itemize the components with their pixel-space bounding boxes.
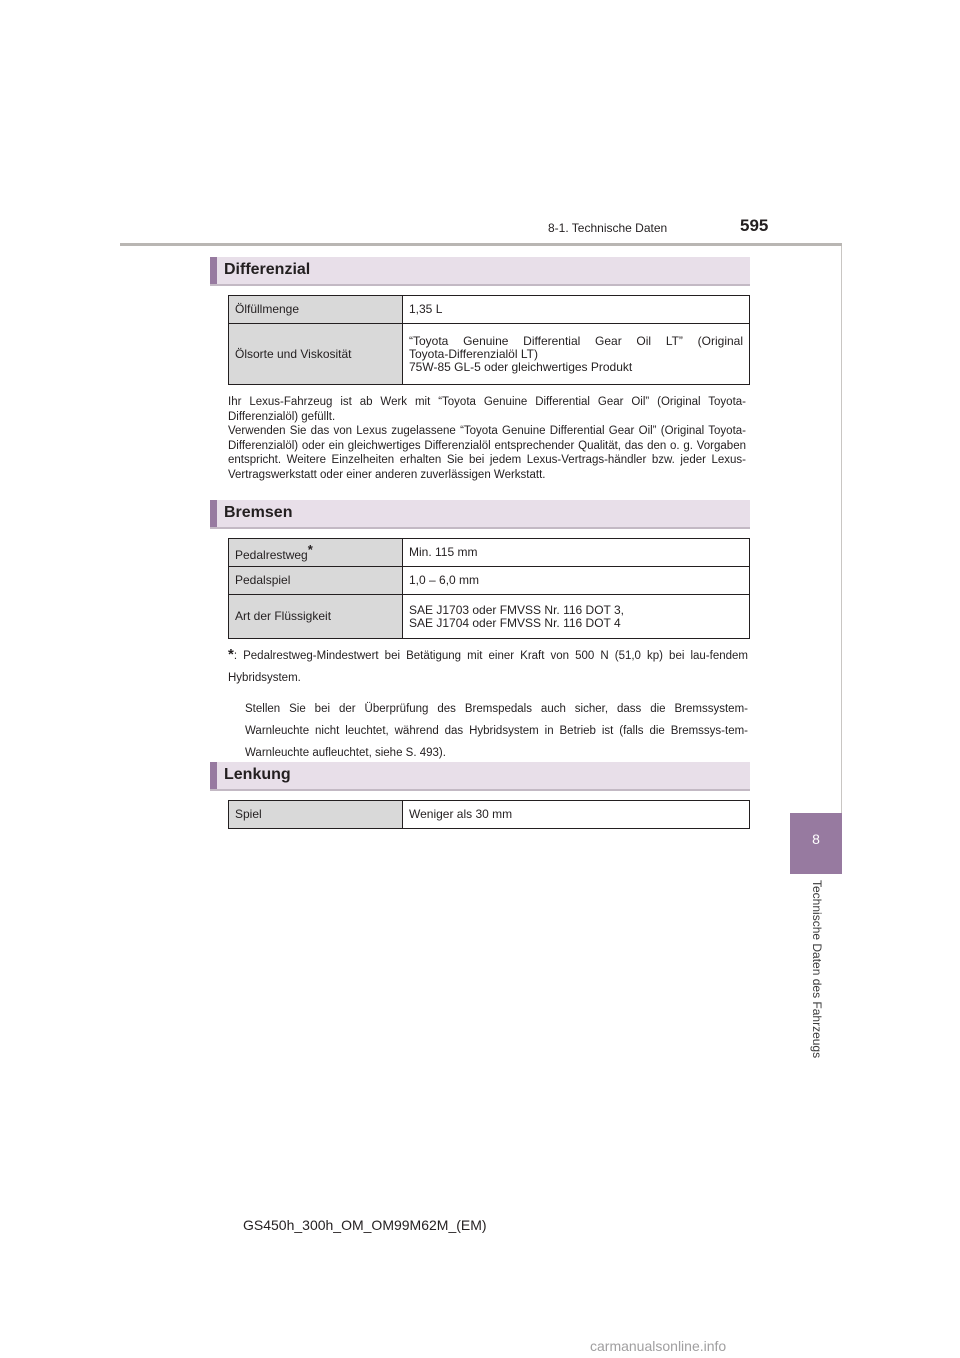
- table-value: Min. 115 mm: [403, 539, 750, 567]
- table-row: [229, 324, 750, 385]
- value-line: SAE J1703 oder FMVSS Nr. 116 DOT 3,: [409, 602, 624, 617]
- label-text: Pedalrestweg: [235, 548, 308, 562]
- table-value: [403, 324, 750, 385]
- bremsen-footnote: [228, 644, 748, 764]
- value-line: “Toyota Genuine Differential Gear Oil LT” (Original: [409, 333, 743, 348]
- section-accent-bar: [210, 257, 217, 284]
- section-title: Lenkung: [224, 766, 291, 783]
- document-code: GS450h_300h_OM_OM99M62M_(EM): [243, 1217, 487, 1233]
- table-row: [229, 296, 750, 324]
- footnote-paragraph: Stellen Sie bei der Überprüfung des Bremspedals auch sicher, dass die Bremssystem-Warnleuchte nicht leuchtet, während das Hybridsystem in Betrieb ist (falls die Bremssys-tem-Warnleuchte aufleuchtet, siehe S. 493).: [245, 703, 748, 759]
- table-value: 1,0 – 6,0 mm: [403, 567, 750, 595]
- footnote-marker: *: [307, 542, 313, 557]
- value-line: Toyota-Differenzialöl LT): [409, 346, 538, 361]
- section-header-bremsen: [210, 500, 750, 529]
- paragraph-text: Verwenden Sie das von Lexus zugelassene “Toyota Genuine Differential Gear Oil” (Original Toyota-Differenzialöl) oder ein gleichwertiges Differenzialöl entsprechender Qualität, das den o. g. Vorgaben entspricht. Weitere Einzelheiten erhalten Sie bei jedem Lexus-Vertrags-händler bzw. jeder Lexus-Vertragswerkstatt oder einer anderen zuverlässigen Werkstatt.: [228, 425, 746, 481]
- table-row: [229, 595, 750, 639]
- header-rule: [120, 243, 842, 246]
- chapter-title: 8-1. Technische Daten: [548, 221, 668, 235]
- lenkung-table: [228, 800, 750, 829]
- section-header-differenzial: [210, 257, 750, 286]
- table-row: [229, 567, 750, 595]
- table-label: Ölfüllmenge: [229, 296, 403, 324]
- section-accent-bar: [210, 762, 217, 789]
- paragraph-text: Ihr Lexus-Fahrzeug ist ab Werk mit “Toyota Genuine Differential Gear Oil” (Original Toyota-Differenzialöl) gefüllt.: [228, 396, 746, 423]
- footnote-text: : Pedalrestweg-Mindestwert bei Betätigung mit einer Kraft von 500 N (51,0 kp) bei lau-fendem Hybridsystem.: [228, 650, 748, 684]
- table-value: Weniger als 30 mm: [403, 801, 750, 829]
- table-label: Art der Flüssigkeit: [229, 595, 403, 639]
- side-divider: [841, 246, 842, 813]
- chapter-tab-label: Technische Daten des Fahrzeugs: [810, 880, 824, 1059]
- section-accent-bar: [210, 500, 217, 527]
- section-header-lenkung: [210, 762, 750, 791]
- table-value: [403, 595, 750, 639]
- value-line: 75W-85 GL-5 oder gleichwertiges Produkt: [409, 359, 633, 374]
- page-number: 595: [740, 216, 769, 235]
- footnote-marker: *: [228, 646, 234, 663]
- table-value: 1,35 L: [403, 296, 750, 324]
- table-row: [229, 801, 750, 829]
- differenzial-table: [228, 295, 750, 385]
- footnote-line: [228, 644, 748, 689]
- section-title: Differenzial: [224, 261, 311, 278]
- value-line: SAE J1704 oder FMVSS Nr. 116 DOT 4: [409, 615, 621, 630]
- table-label: Spiel: [229, 801, 403, 829]
- table-label: Ölsorte und Viskosität: [229, 324, 403, 385]
- bremsen-table: [228, 538, 750, 639]
- differenzial-info-paragraph: [228, 395, 746, 482]
- chapter-tab-number: 8: [812, 831, 820, 847]
- table-label: [229, 539, 403, 567]
- table-label: Pedalspiel: [229, 567, 403, 595]
- table-row: [229, 539, 750, 567]
- section-title: Bremsen: [224, 504, 293, 521]
- watermark: carmanualsonline.info: [590, 1338, 727, 1354]
